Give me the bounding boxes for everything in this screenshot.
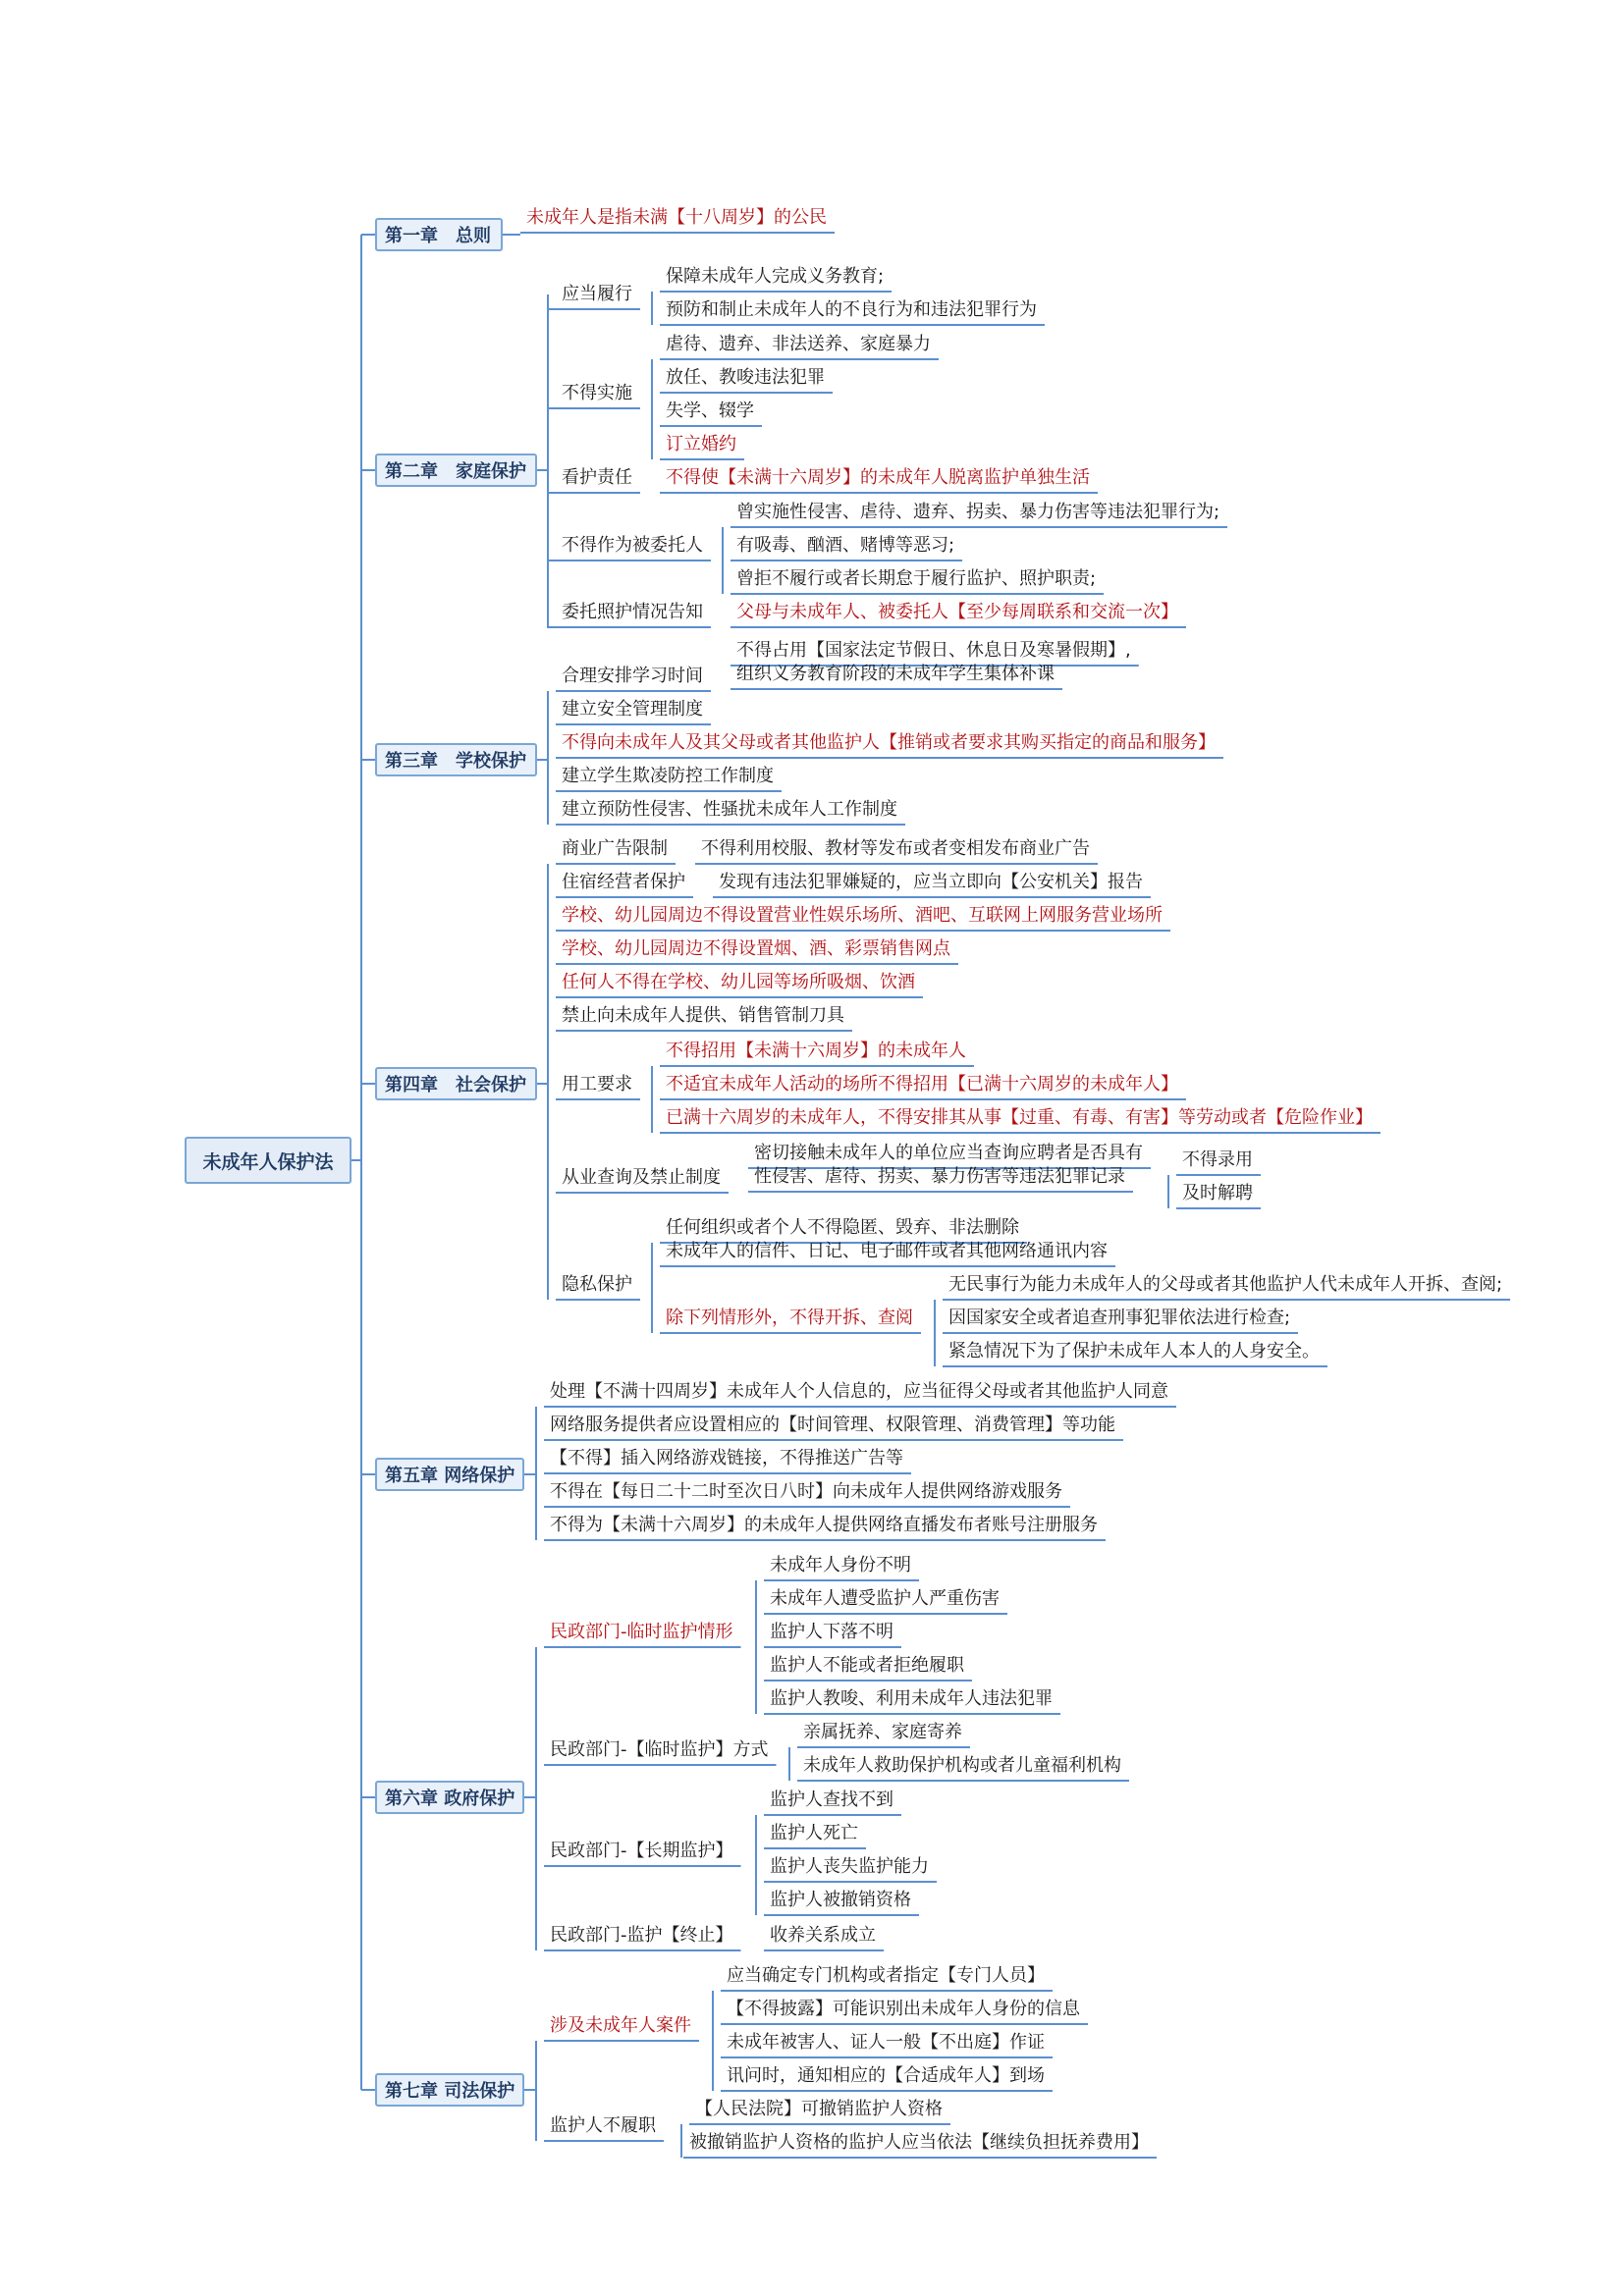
node-seriously-harmed: 未成年人遭受监护人严重伤害: [770, 1588, 1000, 1609]
node-refuse-duty: 监护人不能或者拒绝履职: [770, 1655, 964, 1676]
node-state-security: 因国家安全或者追查刑事犯罪依法进行检查;: [948, 1308, 1291, 1328]
node-management-functions: 网络服务提供者应设置相应的【时间管理、权限管理、消费管理】等功能: [550, 1415, 1115, 1435]
node-weekly-contact: 父母与未成年人、被委托人【至少每周联系和交流一次】: [736, 602, 1178, 622]
node-no-game-links: 【不得】插入网络游戏链接，不得推送广告等: [550, 1448, 903, 1468]
node-guardian-revoked: 监护人被撤销资格: [770, 1890, 911, 1910]
node-engagement: 订立婚约: [666, 434, 736, 454]
node-temp-guardianship-cases: 民政部门-临时监护情形: [550, 1622, 733, 1642]
node-no-tobacco-shops: 学校、幼儿园周边不得设置烟、酒、彩票销售网点: [562, 938, 950, 959]
node-parent-open: 无民事行为能力未成年人的父母或者其他监护人代未成年人开拆、查阅;: [948, 1274, 1503, 1295]
node-not-entrusted: 不得作为被委托人: [562, 535, 703, 556]
node-except-cases: 除下列情形外，不得开拆、查阅: [666, 1308, 913, 1328]
node-no-sales: 不得向未成年人及其父母或者其他监护人【推销或者要求其购买指定的商品和服务】: [562, 732, 1216, 753]
node-hotel-protection: 住宿经营者保护: [562, 872, 685, 892]
node-emergency: 紧急情况下为了保护未成年人本人的人身安全。: [948, 1341, 1320, 1362]
node-adoption: 收养关系成立: [770, 1925, 876, 1946]
node-court-revoke: 【人民法院】可撤销监护人资格: [695, 2099, 943, 2119]
node-minor-cases: 涉及未成年人案件: [550, 2015, 691, 2036]
node-no-uniform-ads: 不得利用校服、教材等发布或者变相发布商业广告: [701, 838, 1090, 859]
node-temp-guardianship-method: 民政部门-【临时监护】方式: [550, 1739, 769, 1760]
node-safety-system: 建立安全管理制度: [562, 699, 703, 720]
node-study-time: 合理安排学习时间: [562, 666, 703, 686]
node-prevent-bad-behavior: 预防和制止未成年人的不良行为和违法犯罪行为: [666, 299, 1037, 320]
node-no-hire-under16: 不得招用【未满十六周岁】的未成年人: [666, 1041, 966, 1061]
node-continue-support: 被撤销监护人资格的监护人应当依法【继续负担抚养费用】: [689, 2132, 1149, 2153]
node-guardian-incapable: 监护人丧失监护能力: [770, 1856, 929, 1877]
node-bad-habits: 有吸毒、酗酒、赌博等恶习;: [736, 535, 955, 556]
node-report-police: 发现有违法犯罪嫌疑的，应当立即向【公安机关】报告: [719, 872, 1143, 892]
node-ensure-education: 保障未成年人完成义务教育;: [666, 266, 885, 287]
node-night-games: 不得在【每日二十二时至次日八时】向未成年人提供网络游戏服务: [550, 1481, 1062, 1502]
node-employment-check: 从业查询及禁止制度: [562, 1167, 721, 1188]
node-should-perform: 应当履行: [562, 284, 632, 304]
node-welfare-institution: 未成年人救助保护机构或者儿童福利机构: [803, 1755, 1121, 1776]
chapter-4[interactable]: 第四章 社会保护: [375, 1067, 537, 1100]
node-appropriate-adult: 讯问时，通知相应的【合适成年人】到场: [727, 2065, 1045, 2086]
node-harassment-system: 建立预防性侵害、性骚扰未成年人工作制度: [562, 799, 897, 820]
node-guardianship-end: 民政部门-监护【终止】: [550, 1925, 733, 1946]
node-long-term-guardianship: 民政部门-【长期监护】: [550, 1841, 733, 1861]
node-entrust-notice: 委托照护情况告知: [562, 602, 703, 622]
node-letters-diaries: 未成年人的信件、日记、电子邮件或者其他网络通讯内容: [666, 1241, 1108, 1261]
node-holiday-occupy: 不得占用【国家法定节假日、休息日及寒暑假期】,: [736, 640, 1131, 661]
chapter-5[interactable]: 第五章 网络保护: [375, 1458, 524, 1491]
node-minor-definition: 未成年人是指未满【十八周岁】的公民: [526, 207, 827, 228]
node-no-alone-living: 不得使【未满十六周岁】的未成年人脱离监护单独生活: [666, 467, 1090, 488]
node-privacy: 隐私保护: [562, 1274, 632, 1295]
chapter-2[interactable]: 第二章 家庭保护: [375, 454, 537, 487]
chapter-3[interactable]: 第三章 学校保护: [375, 743, 537, 776]
node-bullying-system: 建立学生欺凌防控工作制度: [562, 766, 774, 786]
node-dropout: 失学、辍学: [666, 400, 754, 421]
node-no-hire: 不得录用: [1182, 1149, 1253, 1170]
node-no-court-appearance: 未成年被害人、证人一般【不出庭】作证: [727, 2032, 1045, 2053]
node-guardianship-duty: 看护责任: [562, 467, 632, 488]
chapter-7[interactable]: 第七章 司法保护: [375, 2073, 524, 2107]
node-neglect-duty: 曾拒不履行或者长期怠于履行监护、照护职责;: [736, 568, 1097, 589]
node-no-entertainment: 学校、幼儿园周边不得设置营业性娱乐场所、酒吧、互联网上网服务营业场所: [562, 905, 1163, 926]
node-guardian-not-performing: 监护人不履职: [550, 2115, 656, 2136]
chapter-1[interactable]: 第一章 总则: [375, 218, 503, 251]
node-violent-record: 曾实施性侵害、虐待、遗弃、拐卖、暴力伤害等违法犯罪行为;: [736, 502, 1220, 522]
node-indulge: 放任、教唆违法犯罪: [666, 367, 825, 388]
node-check-applicants: 密切接触未成年人的单位应当查询应聘者是否具有: [754, 1143, 1143, 1163]
chapter-6[interactable]: 第六章 政府保护: [375, 1781, 524, 1814]
root-node[interactable]: 未成年人保护法: [185, 1137, 352, 1184]
node-instigate-crime: 监护人教唆、利用未成年人违法犯罪: [770, 1688, 1053, 1709]
node-unsuitable-places: 不适宜未成年人活动的场所不得招用【已满十六周岁的未成年人】: [666, 1074, 1178, 1095]
node-no-smoking: 任何人不得在学校、幼儿园等场所吸烟、饮酒: [562, 972, 915, 992]
node-employment: 用工要求: [562, 1074, 632, 1095]
node-special-staff: 应当确定专门机构或者指定【专门人员】: [727, 1965, 1045, 1986]
node-no-hazardous-work: 已满十六周岁的未成年人，不得安排其从事【过重、有毒、有害】等劳动或者【危险作业】: [666, 1107, 1373, 1128]
node-must-not-commit: 不得实施: [562, 383, 632, 403]
node-no-live-accounts: 不得为【未满十六周岁】的未成年人提供网络直播发布者账号注册服务: [550, 1515, 1098, 1535]
node-guardian-dead: 监护人死亡: [770, 1823, 858, 1843]
node-personal-info: 处理【不满十四周岁】未成年人个人信息的，应当征得父母或者其他监护人同意: [550, 1381, 1168, 1402]
node-relative-care: 亲属抚养、家庭寄养: [803, 1722, 962, 1742]
node-criminal-record: 性侵害、虐待、拐卖、暴力伤害等违法犯罪记录: [754, 1166, 1125, 1187]
node-identity-unknown: 未成年人身份不明: [770, 1555, 911, 1575]
node-guardian-missing: 监护人下落不明: [770, 1622, 893, 1642]
node-guardian-not-found: 监护人查找不到: [770, 1789, 893, 1810]
node-no-hide-destroy: 任何组织或者个人不得隐匿、毁弃、非法删除: [666, 1217, 1019, 1238]
node-no-knives: 禁止向未成年人提供、销售管制刀具: [562, 1005, 844, 1026]
node-ad-limit: 商业广告限制: [562, 838, 668, 859]
node-group-tutoring: 组织义务教育阶段的未成年学生集体补课: [736, 664, 1055, 684]
node-dismiss: 及时解聘: [1182, 1183, 1253, 1203]
node-no-disclosure: 【不得披露】可能识别出未成年人身份的信息: [727, 1999, 1080, 2019]
node-abuse: 虐待、遗弃、非法送养、家庭暴力: [666, 334, 931, 354]
